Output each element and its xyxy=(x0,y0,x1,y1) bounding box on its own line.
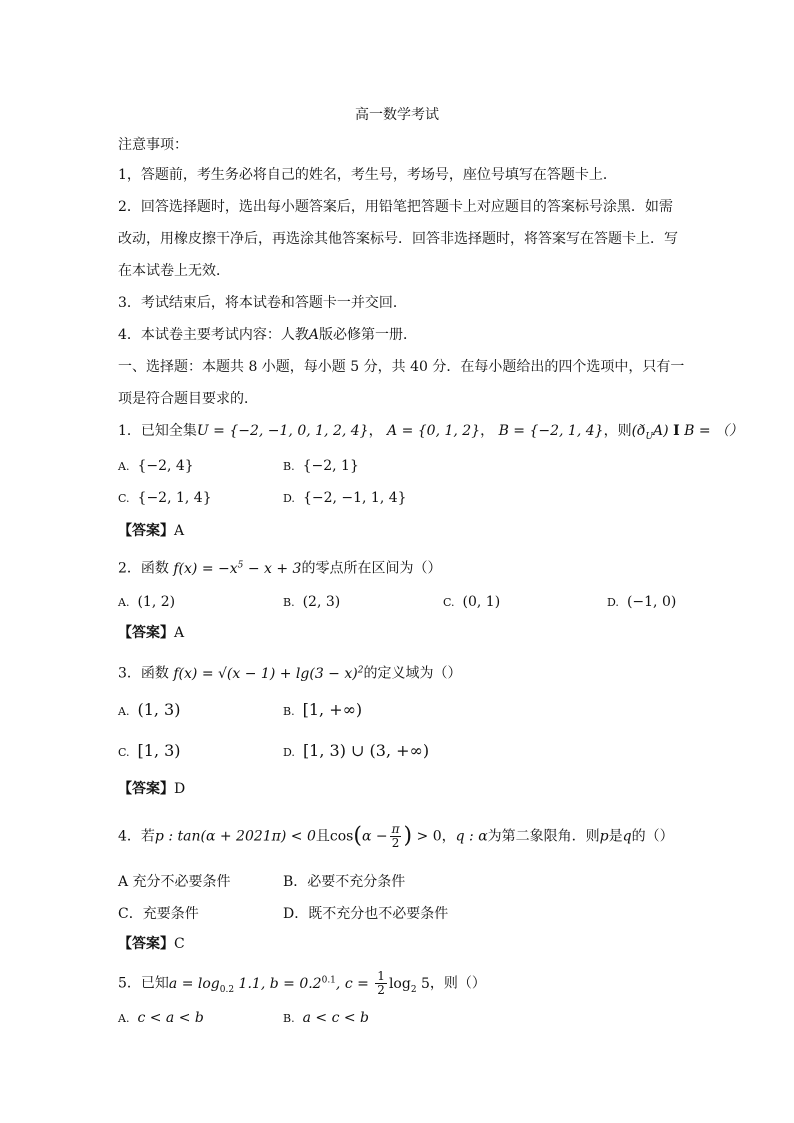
q5-option-a: A. c < a < b xyxy=(118,1010,204,1026)
q2-option-c: C. (0, 1) xyxy=(443,594,501,610)
q3-option-c: C. [1, 3) xyxy=(118,741,181,760)
notice-item-2-cont: 改动，用橡皮擦干净后，再选涂其他答案标号．回答非选择题时，将答案写在答题卡上．写 xyxy=(118,231,678,247)
q3-option-b: B. [1, +∞) xyxy=(283,700,363,719)
notice-item-3: 3．考试结束后，将本试卷和答题卡一并交回． xyxy=(118,295,407,311)
page-title: 高一数学考试 xyxy=(355,107,439,123)
section-heading: 一、选择题：本题共 8 小题，每小题 5 分，共 40 分．在每小题给出的四个选项中，只有一 xyxy=(118,359,685,375)
q1-answer: 【答案】A xyxy=(118,523,185,539)
q2-option-d: D. (−1, 0) xyxy=(607,594,677,610)
question-2: 2．函数 $f(x) = -x^5 - x + 3$的零点所在区间为（） xyxy=(118,560,442,577)
notice-item-4: 4．本试卷主要考试内容：人教A版必修第一册． xyxy=(118,327,418,343)
question-4: 4．若p : tan(α + 2021π) < 0且cos(α − $\frac{\pi}{2}$ ) > 0，q : α为第二象限角．则p是q的（） xyxy=(118,822,674,850)
q1-option-b: B. {−2, 1} xyxy=(283,458,359,474)
q3-answer: 【答案】D xyxy=(118,781,186,797)
q3-option-d: D. [1, 3) ∪ (3, +∞) xyxy=(283,741,430,760)
q2-answer: 【答案】A xyxy=(118,625,185,641)
notice-heading: 注意事项： xyxy=(118,137,188,153)
q4-answer: 【答案】C xyxy=(118,936,185,952)
notice-item-1: 1，答题前，考生务必将自己的姓名，考生号，考场号，座位号填写在答题卡上． xyxy=(118,167,617,183)
notice-item-2: 2．回答选择题时，选出每小题答案后，用铅笔把答题卡上对应题目的答案标号涂黑．如需 xyxy=(118,199,673,215)
question-1: 1．已知全集U = {−2, −1, 0, 1, 2, 4}， A = {0, 1, 2}， B = {−2, 1, 4}，则$(ð_UA)$ I B = （） xyxy=(118,423,744,442)
q1-option-d: D. {−2, −1, 1, 4} xyxy=(283,490,407,506)
notice-item-2-end: 在本试卷上无效． xyxy=(118,263,230,279)
q2-option-b: B. (2, 3) xyxy=(283,594,341,610)
q5-option-b: B. a < c < b xyxy=(283,1010,370,1026)
q4-option-c: C．充要条件 xyxy=(118,906,199,922)
q4-option-b: B．必要不充分条件 xyxy=(283,874,406,890)
q4-option-a: A 充分不必要条件 xyxy=(118,874,231,890)
q1-option-c: C. {−2, 1, 4} xyxy=(118,490,212,506)
question-3: 3．函数 $f(x) = √(x - 1) + \lg(3 - x)^2$的定义域为（） xyxy=(118,665,462,682)
q3-option-a: A. (1, 3) xyxy=(118,700,181,719)
section-heading-cont: 项是符合题目要求的． xyxy=(118,391,258,407)
question-5: 5．已知$a = \log_{0.2} 1.1$, $b = 0.2^{0.1}$, c = $\frac{1}{2}$ $\log_2 5$，则（） xyxy=(118,969,486,998)
q2-option-a: A. (1, 2) xyxy=(118,594,176,610)
q4-option-d: D．既不充分也不必要条件 xyxy=(283,906,449,922)
q1-option-a: A. {−2, 4} xyxy=(118,458,194,474)
